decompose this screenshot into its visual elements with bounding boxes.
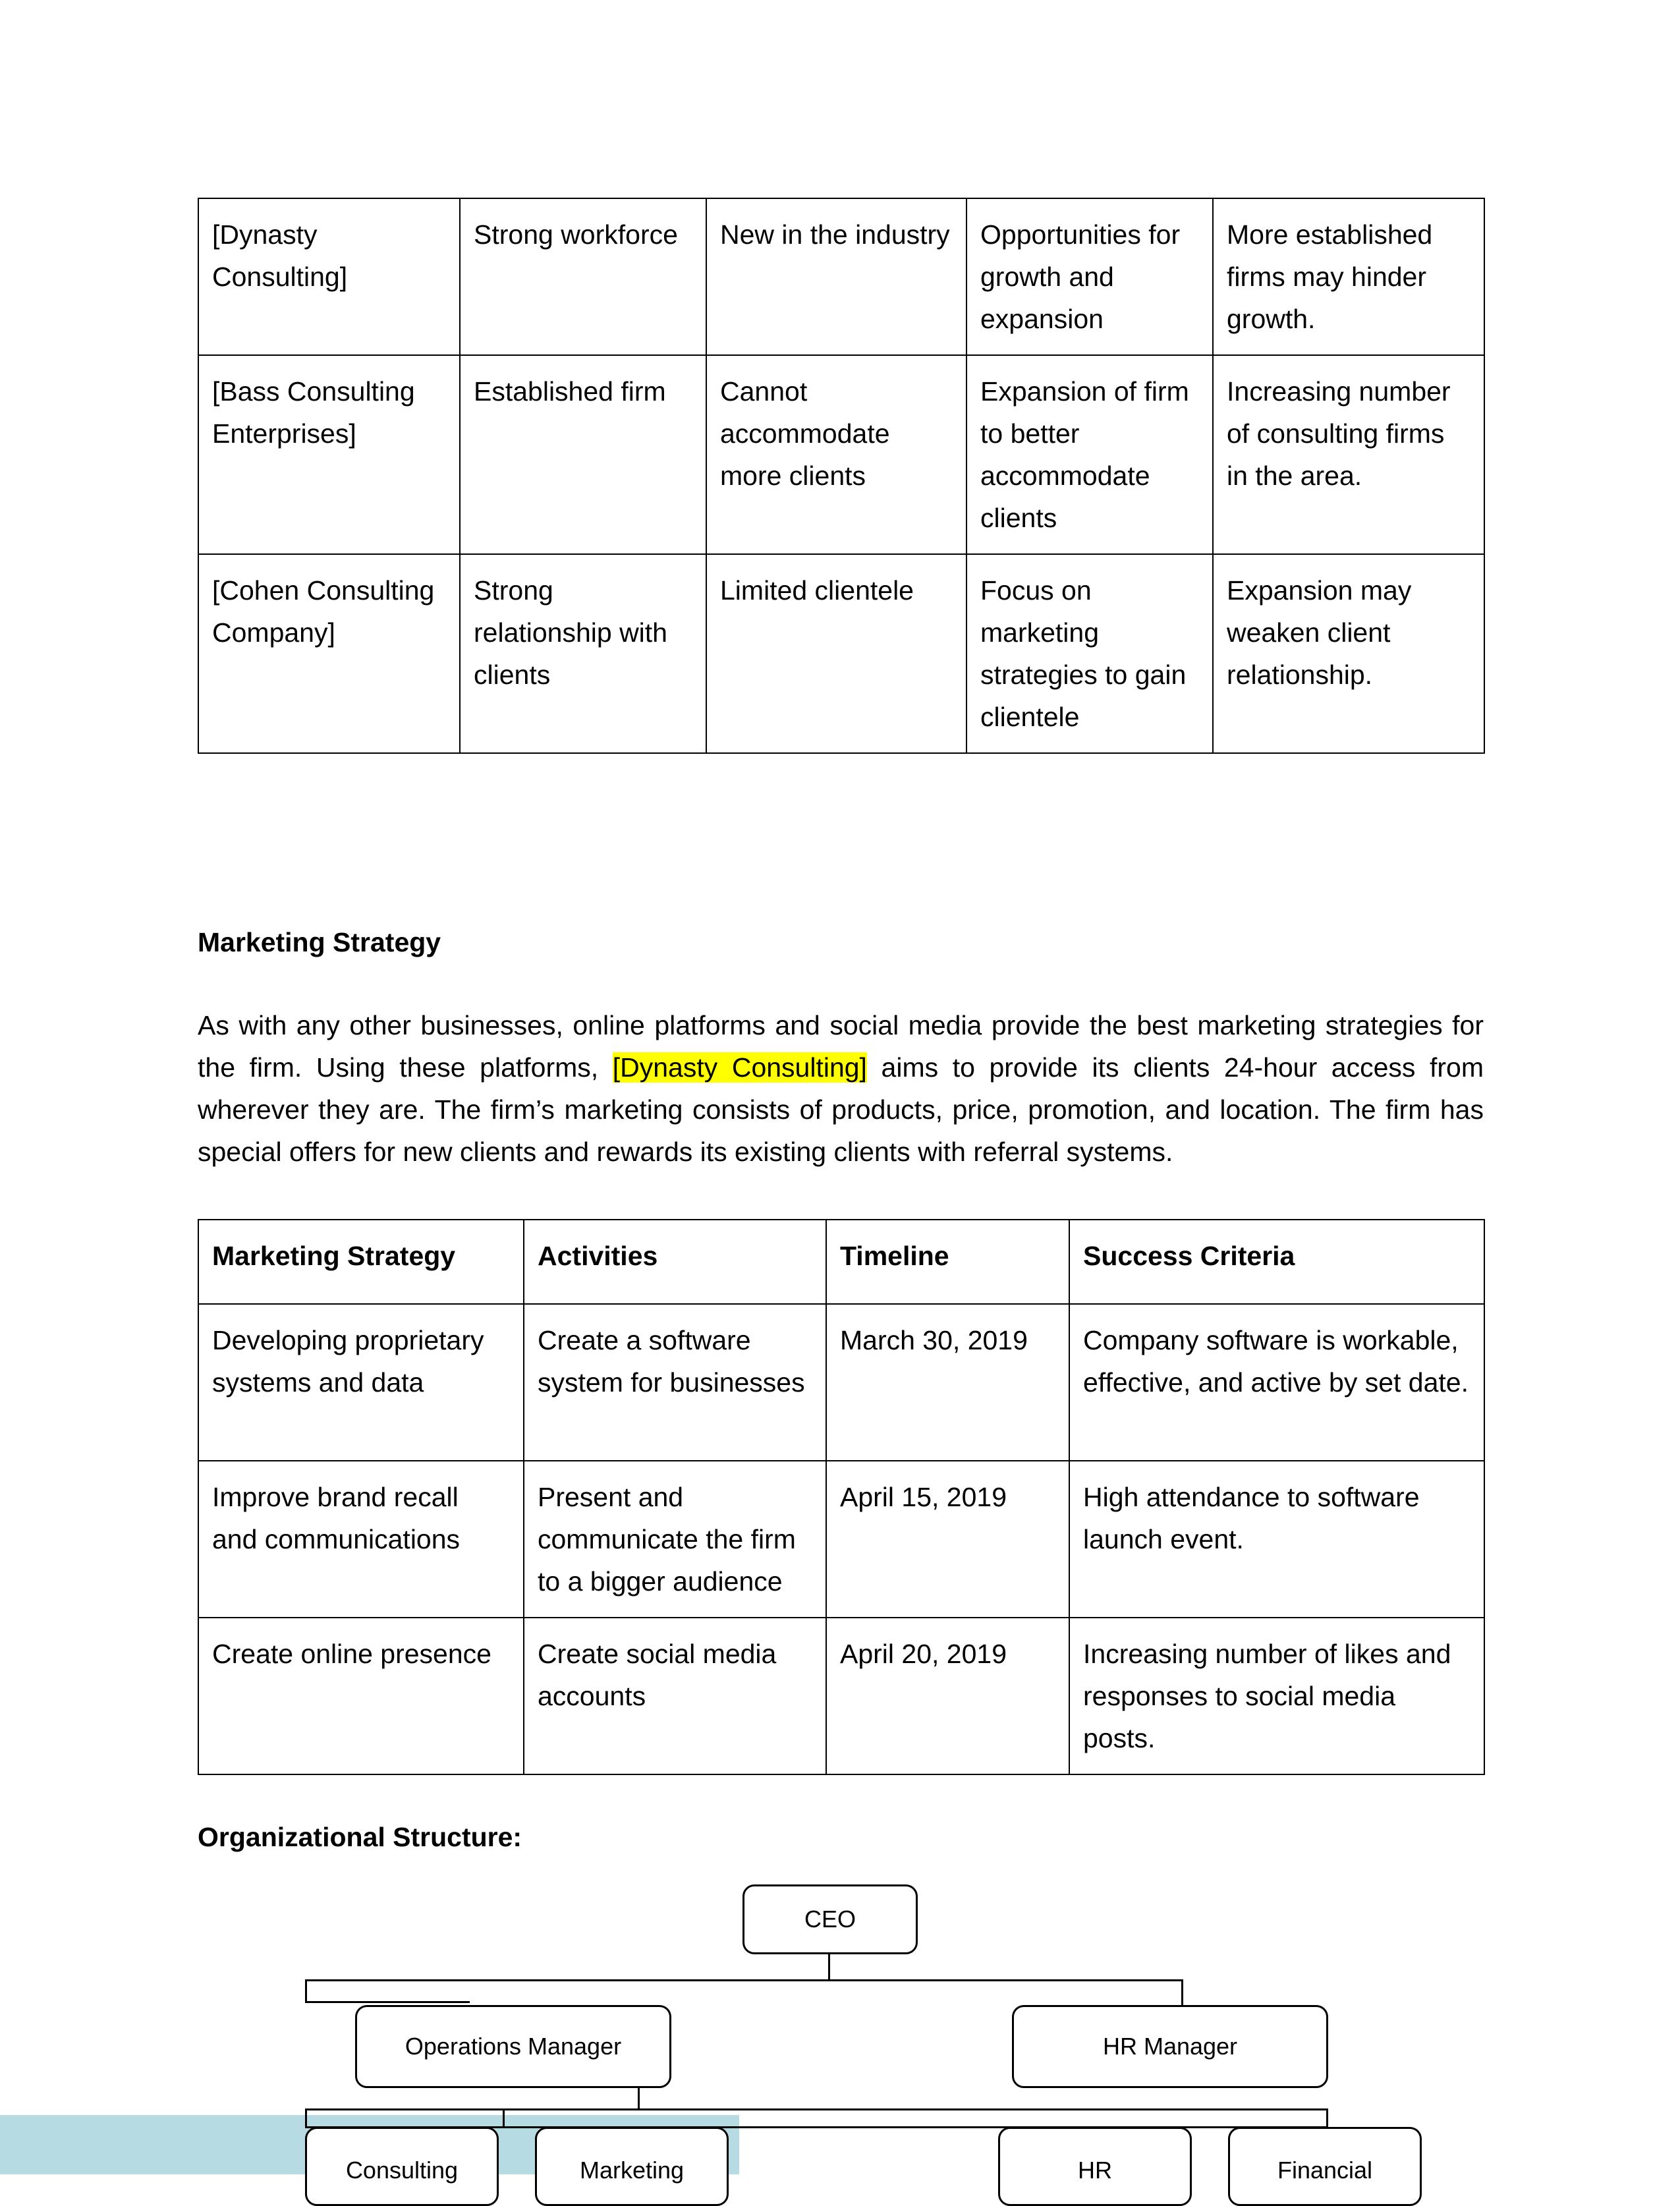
marketing-table — [198, 1219, 1485, 1775]
swot-table-body — [198, 198, 1484, 753]
marketing-table-wrap — [198, 1219, 1485, 1775]
operations-manager-label: Operations Manager — [405, 2033, 622, 2060]
connector — [503, 2110, 505, 2128]
ceo-box — [742, 1884, 918, 1954]
financial-box — [1228, 2127, 1422, 2206]
paragraph-text-before: As with any other businesses, online platforms and social media provide the best marketing strategies for the firm. Using these platforms, — [198, 1010, 1484, 1083]
marketing-table-cell: Developing proprietary systems and data — [198, 1304, 524, 1461]
swot-table-cell: Increasing number of consulting firms in the area. — [1213, 355, 1484, 554]
swot-table-cell: Opportunities for growth and expansion — [966, 198, 1213, 355]
swot-table-cell: Established firm — [460, 355, 706, 554]
marketing-table-row — [198, 1461, 1484, 1618]
swot-table-cell: [Dynasty Consulting] — [198, 198, 460, 355]
highlighted-company-name: [Dynasty Consulting] — [612, 1052, 867, 1083]
connector — [638, 2088, 640, 2110]
swot-table-cell: Expansion of firm to better accommodate clients — [966, 355, 1213, 554]
consulting-label: Consulting — [345, 2157, 459, 2184]
connector — [1181, 1979, 1183, 2006]
swot-table-cell: Expansion may weaken client relationship. — [1213, 554, 1484, 753]
swot-table-cell: [Bass Consulting Enterprises] — [198, 355, 460, 554]
marketing-heading: Marketing Strategy — [198, 927, 441, 957]
connector — [305, 1979, 307, 2003]
hr-label: HR — [1078, 2157, 1112, 2184]
operations-manager-box — [355, 2005, 671, 2088]
marketing-table-cell: March 30, 2019 — [826, 1304, 1069, 1461]
ceo-label: CEO — [804, 1906, 856, 1933]
marketing-table-cell: High attendance to software launch event. — [1069, 1461, 1484, 1618]
swot-table-cell: Focus on marketing strategies to gain clientele — [966, 554, 1213, 753]
financial-label: Financial — [1277, 2157, 1373, 2184]
marketing-paragraph — [198, 1004, 1484, 1173]
connector — [305, 2001, 470, 2003]
marketing-table-cell: Present and communicate the firm to a bigger audience — [524, 1461, 826, 1618]
swot-table-cell: Limited clientele — [706, 554, 966, 753]
marketing-table-cell: Create social media accounts — [524, 1618, 826, 1774]
page-content — [198, 198, 1484, 754]
connector — [305, 2108, 307, 2128]
marketing-table-header-row — [198, 1220, 1484, 1304]
swot-table-cell: [Cohen Consulting Company] — [198, 554, 460, 753]
swot-table-row — [198, 198, 1484, 355]
marketing-table-cell: April 15, 2019 — [826, 1461, 1069, 1618]
marketing-table-body — [198, 1304, 1484, 1774]
marketing-table-row — [198, 1304, 1484, 1461]
connector — [305, 2108, 1328, 2110]
paragraph-text-after: aims to provide its clients 24-hour access from wherever they are. The firm’s marketing consists of products, price, promotion, and location. The firm has special offers for new clients and rewards its existing clients with referral systems. — [198, 1052, 1484, 1167]
marketing-table-row — [198, 1618, 1484, 1774]
marketing-table-cell: April 20, 2019 — [826, 1618, 1069, 1774]
connector — [828, 1954, 830, 1979]
swot-table-cell: New in the industry — [706, 198, 966, 355]
marketing-box — [535, 2127, 729, 2206]
marketing-table-cell: Create online presence — [198, 1618, 524, 1774]
connector — [1326, 2108, 1328, 2128]
marketing-table-cell: Increasing number of likes and responses to social media posts. — [1069, 1618, 1484, 1774]
swot-table-cell: Strong relationship with clients — [460, 554, 706, 753]
swot-table-row — [198, 554, 1484, 753]
marketing-table-header-cell: Activities — [524, 1220, 826, 1304]
swot-table-cell: Strong workforce — [460, 198, 706, 355]
marketing-table-cell: Improve brand recall and communications — [198, 1461, 524, 1618]
connector — [305, 1979, 1183, 1981]
swot-table-row — [198, 355, 1484, 554]
marketing-label: Marketing — [579, 2157, 685, 2184]
hr-box — [998, 2127, 1192, 2206]
marketing-table-header-cell: Timeline — [826, 1220, 1069, 1304]
swot-table-cell: Cannot accommodate more clients — [706, 355, 966, 554]
consulting-box — [305, 2127, 499, 2206]
swot-table — [198, 198, 1485, 754]
hr-manager-label: HR Manager — [1102, 2033, 1238, 2060]
marketing-table-cell: Create a software system for businesses — [524, 1304, 826, 1461]
org-heading: Organizational Structure: — [198, 1822, 522, 1852]
marketing-table-header-cell: Success Criteria — [1069, 1220, 1484, 1304]
marketing-table-cell: Company software is workable, effective, and active by set date. — [1069, 1304, 1484, 1461]
hr-manager-box — [1012, 2005, 1328, 2088]
swot-table-cell: More established firms may hinder growth. — [1213, 198, 1484, 355]
marketing-table-header-cell: Marketing Strategy — [198, 1220, 524, 1304]
